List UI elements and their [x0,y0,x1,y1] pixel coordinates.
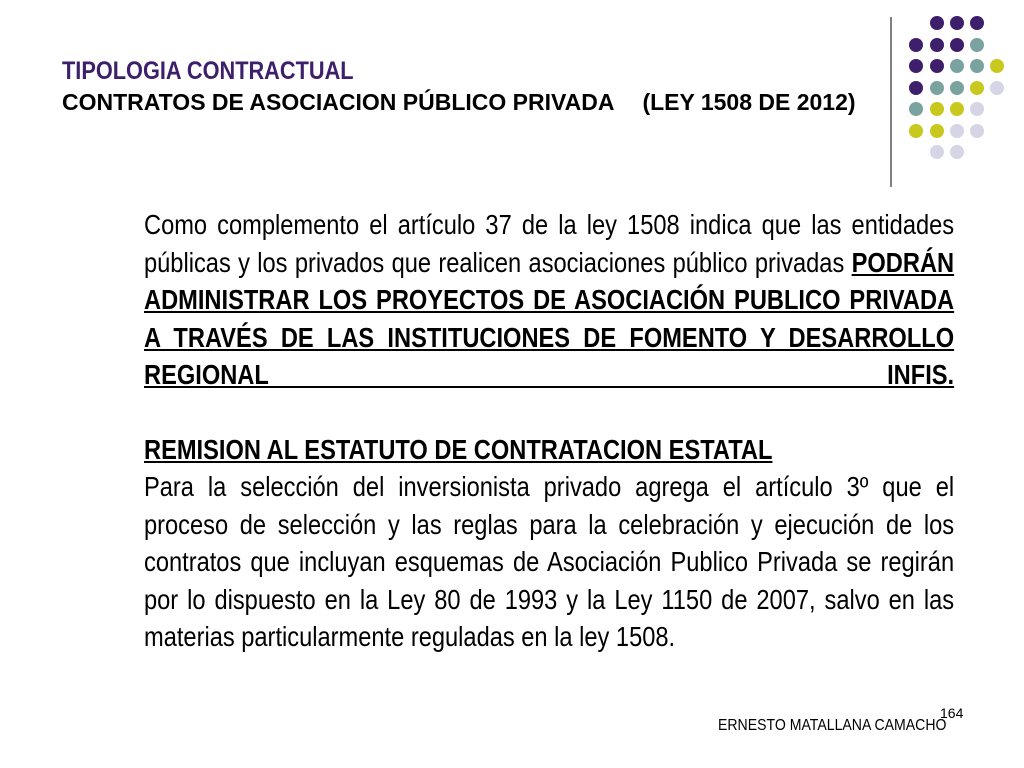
decorative-dot [930,145,944,159]
decorative-dot [930,81,944,95]
subtitle-main: CONTRATOS DE ASOCIACION PÚBLICO PRIVADA [62,89,615,115]
decorative-dot [970,102,984,116]
decorative-dot [909,59,923,73]
decorative-dot [990,81,1004,95]
paragraph-2: Para la selección del inversionista privado agrega el artículo 3º que el proceso de selección y las reglas para la celebración y ejecución de los contratos que incluyan esquemas de Asociación Publico Privada se regirán por lo dispuesto en la Ley 80 de 1993 y la Ley 1150 de 2007, salvo en las materias particularmente reguladas en la ley 1508. [144,471,955,652]
slide-body [144,206,954,656]
decorative-dot [930,59,944,73]
decorative-dot [909,124,923,138]
decorative-dot [909,102,923,116]
decorative-dot [950,102,964,116]
decorative-dot [950,59,964,73]
decorative-dot [970,124,984,138]
slide-title: TIPOLOGIA CONTRACTUAL [62,57,354,85]
section-heading-text: REMISION AL ESTATUTO DE CONTRATACION ESTATAL [144,433,773,465]
decorative-dot [950,124,964,138]
decorative-dot [970,59,984,73]
paragraph-1-text: Como complemento el artículo 37 de la ley 1508 indica que las entidades públicas y los privados que realicen asociaciones público privadas [144,209,955,278]
decorative-dot-grid [0,0,1024,200]
decorative-dot [930,124,944,138]
paragraph-1-emphasis: PODRÁN ADMINISTRAR LOS PROYECTOS DE ASOCIACIÓN PUBLICO PRIVADA A TRAVÉS DE LAS INSTITUCIONES DE FOMENTO Y DESARROLLO REGIONAL INFIS. [144,246,955,390]
decorative-dot [950,16,964,30]
decorative-dot [990,59,1004,73]
decorative-dot [950,81,964,95]
footer-author: ERNESTO MATALLANA CAMACHO [718,717,947,734]
decorative-dot [970,81,984,95]
decorative-dot [970,16,984,30]
decorative-dot [930,16,944,30]
section-heading [144,431,954,469]
decorative-dot [909,81,923,95]
decorative-dot [909,38,923,52]
decorative-dot [970,38,984,52]
spacer [144,394,954,431]
decorative-dot [950,38,964,52]
decorative-dot [950,145,964,159]
decorative-dot [930,38,944,52]
paragraph-1 [144,206,954,394]
subtitle-law: (LEY 1508 DE 2012) [642,89,856,115]
decorative-dot [930,102,944,116]
page-number: 164 [940,705,964,721]
